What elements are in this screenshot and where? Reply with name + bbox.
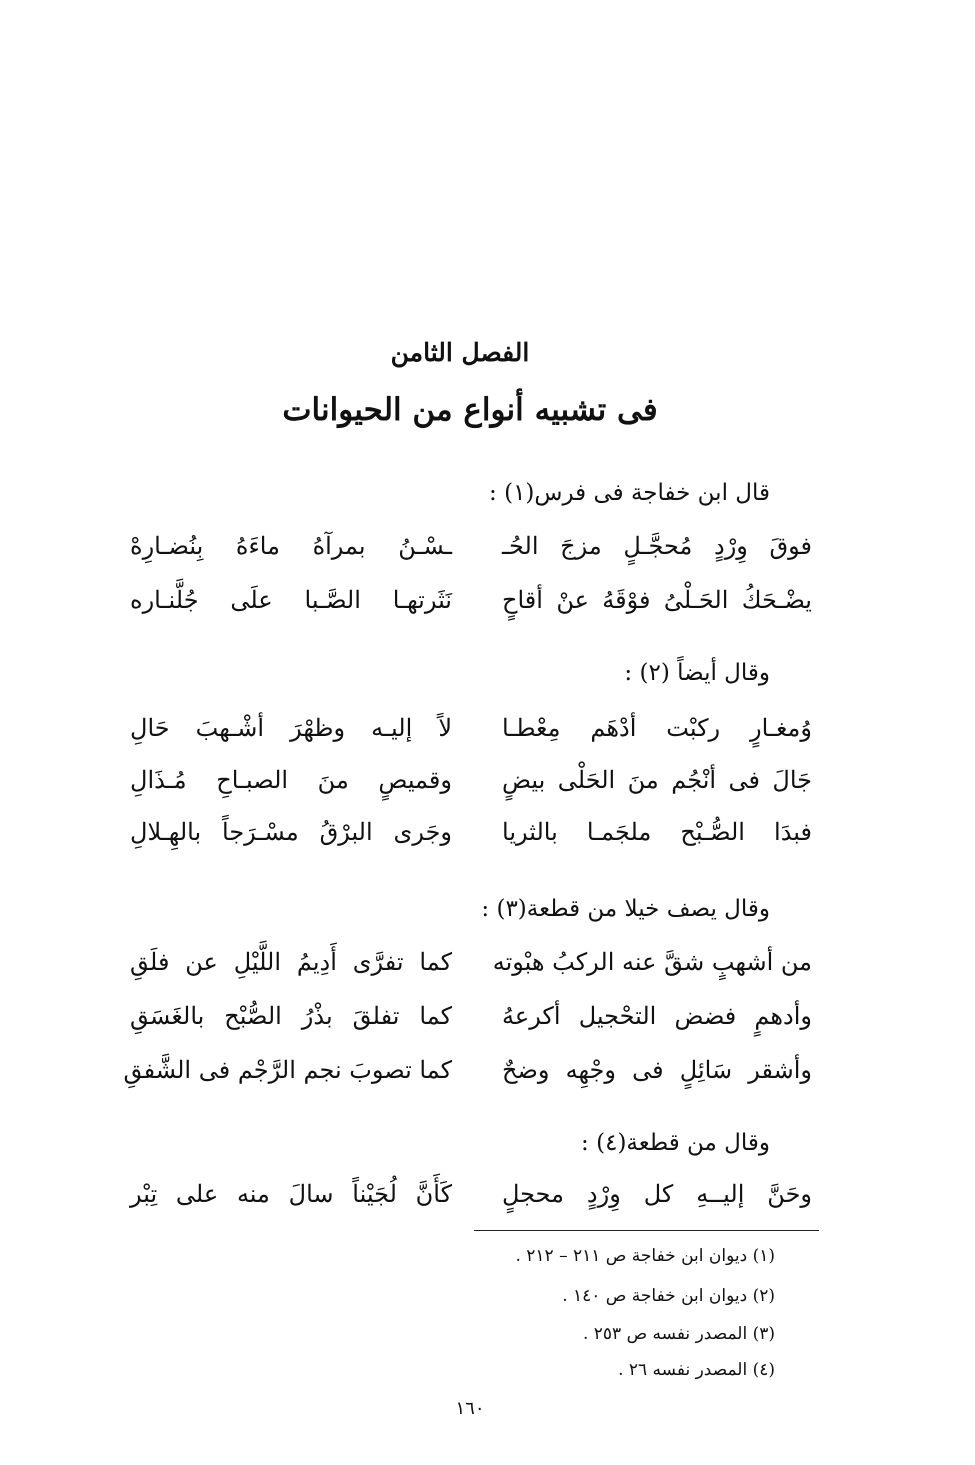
verse-second-hemistich: كما تفرَّى أَدِيمُ اللَّيْلِ عن فلَقِ — [130, 948, 452, 976]
verse-second-hemistich: نَثَرتهـا الصَّـبا علَى جُلَّنـاره — [130, 586, 452, 614]
verse-line — [130, 948, 812, 988]
footnote: (٣) المصدر نفسه ص ٢٥٣ . — [582, 1324, 775, 1344]
verse-line — [130, 766, 812, 806]
verse-second-hemistich: لاً إليـه وظهْرَ أشْـهبَ حَالِ — [130, 714, 452, 742]
verse-first-hemistich: وُمغـارٍ ركبْت أدْهَم مِعْطـا — [502, 714, 812, 742]
verse-line — [130, 586, 812, 626]
poem-intro: وقال من قطعة(٤) : — [581, 1130, 770, 1156]
verse-line — [130, 1180, 812, 1220]
verse-second-hemistich: ـسْـنُ بمرآهُ ماءَهُ بِنُضـارِهْ — [130, 532, 452, 560]
verse-first-hemistich: جَالَ فى أنْجُم منَ الحَلْى بيضٍ — [502, 766, 812, 794]
verse-first-hemistich: وأدهمٍ فضض التحْجيل أكرعهُ — [502, 1002, 812, 1030]
verse-second-hemistich: كَأَنَّ لُجَيْناً سالَ منه على تِبْر — [130, 1180, 452, 1208]
footnote-divider — [474, 1230, 819, 1231]
verse-first-hemistich: من أشهبٍ شقَّ عنه الركبُ هبْوته — [492, 948, 812, 976]
verse-line — [130, 532, 812, 572]
verse-second-hemistich: وقميصٍ منَ الصبـاحِ مُـذَالِ — [130, 766, 452, 794]
verse-line — [130, 818, 812, 858]
chapter-title: الفصل الثامن — [390, 338, 530, 367]
footnote: (٤) المصدر نفسه ٢٦ . — [618, 1360, 775, 1380]
footnote: (١) ديوان ابن خفاجة ص ٢١١ – ٢١٢ . — [515, 1246, 775, 1266]
verse-line — [130, 1002, 812, 1042]
verse-second-hemistich: كما تفلقَ بذْرُ الصُّبْح بالغَسَقِ — [130, 1002, 452, 1030]
page-number: ١٦٠ — [455, 1398, 485, 1419]
verse-first-hemistich: وأشقر سَائِلٍ فى وجْهِه وضحٌ — [502, 1056, 812, 1084]
verse-second-hemistich: وجَرى البرْقُ مسْـرَجاً بالهِـلالِ — [130, 818, 452, 846]
poem-intro: قال ابن خفاجة فى فرس(١) : — [489, 480, 770, 506]
chapter-subtitle: فى تشبيه أنواع من الحيوانات — [282, 392, 658, 428]
verse-first-hemistich: وحَنَّ إليــهِ كل وِرْدٍ محجلٍ — [502, 1180, 812, 1208]
footnote: (٢) ديوان ابن خفاجة ص ١٤٠ . — [562, 1286, 775, 1306]
poem-intro: وقال يصف خيلا من قطعة(٣) : — [481, 896, 770, 922]
verse-first-hemistich: يضْـحَكُ الحَـلْىُ فوْقَهُ عنْ أقاحٍ — [502, 586, 812, 614]
verse-first-hemistich: فوقَ وِرْدٍ مُحجَّـلٍ مزجَ الحُـ — [502, 532, 812, 560]
verse-first-hemistich: فبدَا الصُّـبْح ملجَمـا بالثريا — [502, 818, 812, 846]
verse-line — [123, 1056, 812, 1096]
verse-line — [130, 714, 812, 754]
poem-intro: وقال أيضاً (٢) : — [624, 660, 770, 686]
verse-second-hemistich: كما تصوبَ نجم الرَّجْم فى الشَّفقِ — [123, 1056, 452, 1084]
